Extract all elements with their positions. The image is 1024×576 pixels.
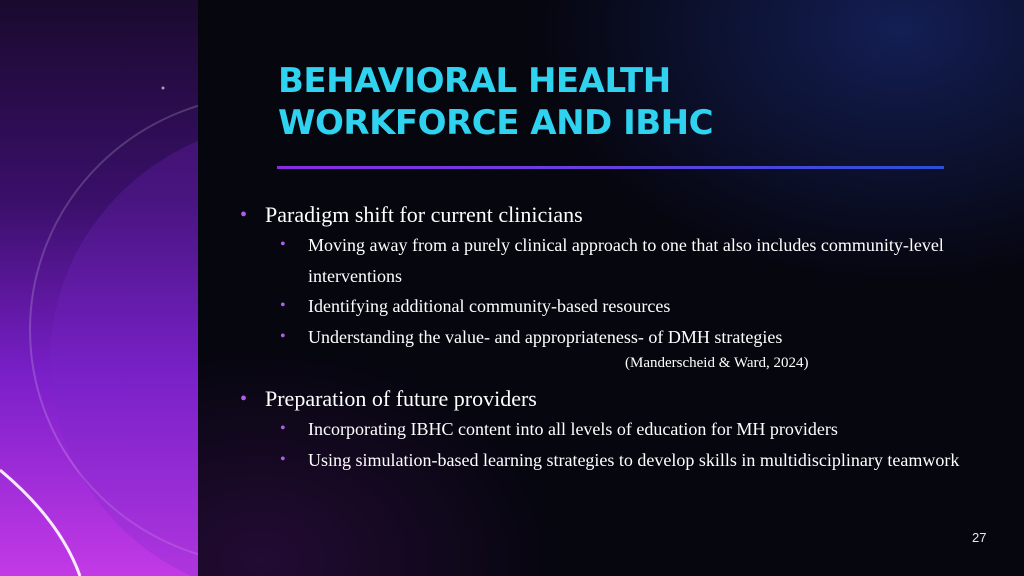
bullet-level1: [240, 200, 1000, 230]
bullet-text: Moving away from a purely clinical approach to one that also includes community-level interventions: [308, 235, 944, 286]
decorative-arcs: [0, 0, 198, 576]
bullet-icon: •: [280, 236, 286, 253]
bullet-level2: [280, 414, 1000, 445]
bullet-icon: •: [280, 327, 286, 345]
page-number: 27: [972, 530, 987, 545]
bullet-text: Paradigm shift for current clinicians: [265, 202, 583, 227]
bullet-level2: [280, 445, 1000, 476]
bullet-level2: [280, 230, 1000, 291]
bullet-text: Preparation of future providers: [265, 386, 537, 411]
bullet-level2: [280, 291, 1000, 322]
title-underline: [277, 166, 944, 169]
citation: (Manderscheid & Ward, 2024): [625, 355, 809, 371]
bullet-icon: •: [240, 204, 248, 226]
bullet-text: Incorporating IBHC content into all levels of education for MH providers: [308, 419, 838, 439]
bullet-text: Identifying additional community-based resources: [308, 296, 671, 316]
slide-title: BEHAVIORAL HEALTH WORKFORCE AND IBHC: [278, 61, 714, 143]
bullet-level1: [240, 384, 1000, 414]
decorative-panel: [0, 0, 198, 576]
slide-content: [240, 200, 1000, 475]
bullet-text: Using simulation-based learning strategies to develop skills in multidisciplinary teamwork: [308, 449, 960, 470]
bullet-icon: •: [280, 297, 286, 314]
bullet-icon: •: [280, 450, 286, 468]
bullet-icon: •: [280, 420, 286, 437]
bullet-level2: [280, 322, 1000, 353]
bullet-icon: •: [240, 388, 248, 410]
bullet-text: Understanding the value- and appropriateness- of DMH strategies: [308, 326, 783, 347]
